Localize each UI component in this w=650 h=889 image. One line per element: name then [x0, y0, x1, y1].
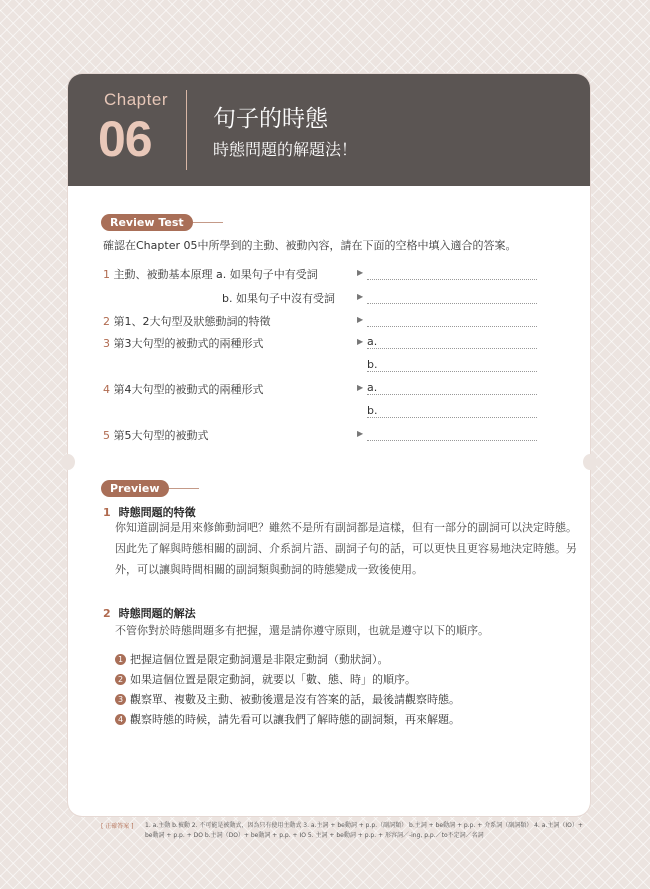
answer-field-2[interactable] — [367, 313, 537, 327]
review-item-number: 1 — [103, 268, 110, 281]
preview-section-2-body: 不管你對於時態問題多有把握，還是請你遵守原則，也就是遵守以下的順序。 — [115, 624, 489, 637]
review-item-text: 主動、被動基本原理 a. 如果句子中有受詞 — [113, 268, 318, 281]
blank-b-label: b. — [367, 358, 378, 371]
review-item-text: 第3大句型的被動式的兩種形式 — [113, 337, 264, 350]
section-title: 時態問題的解法 — [118, 607, 196, 620]
review-item-number: 3 — [103, 337, 110, 350]
blank-a-label: a. — [367, 381, 378, 394]
arrow-icon: ▶ — [357, 292, 364, 301]
chapter-label: Chapter — [104, 90, 168, 109]
section-title: 時態問題的特徵 — [118, 506, 196, 519]
step-3 — [115, 691, 460, 707]
answer-key-text: 1. a.主動 b.被動 2. 不可能是被動式，因為只有使用主動式 3. a.主詞 + be動詞 + p.p.（副詞類） b.主詞 + be動詞 + p.p. + 介系詞（副詞類） 4. a.主詞（IO）+ be動詞 + p.p. + DO b.主詞（DO）+ be動詞 + p.p. + IO 5. 主詞 + be動詞 + p.p. + 形容詞／-ing, p.p.／to不定詞／名詞 — [145, 822, 583, 839]
step-2 — [115, 671, 416, 687]
answer-field-4a[interactable] — [367, 381, 537, 395]
step-number-icon: 1 — [115, 654, 126, 665]
review-item-number: 4 — [103, 383, 110, 396]
arrow-icon: ▶ — [357, 268, 364, 277]
arrow-icon: ▶ — [357, 383, 364, 392]
answer-field-5[interactable] — [367, 427, 537, 441]
review-item-number: 5 — [103, 429, 110, 442]
step-1 — [115, 651, 389, 667]
answer-field-3a[interactable] — [367, 335, 537, 349]
card-notch-left — [61, 454, 75, 470]
answer-field-4b[interactable] — [367, 404, 537, 418]
step-text: 觀察單、複數及主動、被動後還是沒有答案的話，最後請觀察時態。 — [130, 693, 460, 706]
review-item-text: b. 如果句子中沒有受詞 — [222, 292, 335, 305]
review-test-badge: Review Test — [101, 214, 193, 231]
answer-field-1a[interactable] — [367, 266, 537, 280]
answer-field-3b[interactable] — [367, 358, 537, 372]
chapter-subtitle: 時態問題的解題法！ — [213, 140, 358, 159]
review-item-2 — [103, 313, 271, 329]
review-item-4 — [103, 381, 264, 397]
step-number-icon: 3 — [115, 694, 126, 705]
preview-section-1-body: 你知道副詞是用來修飾動詞吧？雖然不是所有副詞都是這樣，但有一部分的副詞可以決定時態。因此先了解與時態相關的副詞、介系詞片語、副詞子句的話，可以更快且更容易地決定時態。另外，可以讓與時間相關的副詞類與動詞的時態變成一致後使用。 — [115, 521, 577, 576]
step-text: 觀察時態的時候，請先看可以讓我們了解時態的副詞類，再來解題。 — [130, 713, 460, 726]
review-item-text: 第4大句型的被動式的兩種形式 — [113, 383, 264, 396]
answer-field-1b[interactable] — [367, 290, 537, 304]
review-item-number: 2 — [103, 315, 110, 328]
header-divider — [186, 90, 187, 170]
arrow-icon: ▶ — [357, 315, 364, 324]
blank-a-label: a. — [367, 335, 378, 348]
section-number: 2 — [103, 607, 111, 620]
review-item-text: 第1、2大句型及狀態動詞的特徵 — [113, 315, 271, 328]
review-item-1 — [103, 266, 318, 282]
step-number-icon: 2 — [115, 674, 126, 685]
chapter-number: 06 — [98, 111, 152, 167]
arrow-icon: ▶ — [357, 429, 364, 438]
card-notch-right — [583, 454, 597, 470]
arrow-icon: ▶ — [357, 337, 364, 346]
step-text: 把握這個位置是限定動詞還是非限定動詞（動狀詞）。 — [130, 653, 389, 666]
step-4 — [115, 711, 460, 727]
preview-badge: Preview — [101, 480, 169, 497]
blank-b-label: b. — [367, 404, 378, 417]
chapter-title: 句子的時態 — [213, 106, 328, 132]
review-item-text: 第5大句型的被動式 — [113, 429, 209, 442]
review-instruction: 確認在Chapter 05中所學到的主動、被動內容，請在下面的空格中填入適合的答案。 — [103, 239, 517, 252]
answer-key-label: [ 正確答案 ] — [101, 823, 134, 830]
review-item-5 — [103, 427, 209, 443]
section-number: 1 — [103, 506, 111, 519]
step-number-icon: 4 — [115, 714, 126, 725]
preview-section-2-title — [103, 605, 196, 621]
step-text: 如果這個位置是限定動詞，就要以「數、態、時」的順序。 — [130, 673, 416, 686]
review-item-1b — [222, 290, 335, 306]
chapter-header — [68, 74, 590, 186]
review-item-3 — [103, 335, 264, 351]
